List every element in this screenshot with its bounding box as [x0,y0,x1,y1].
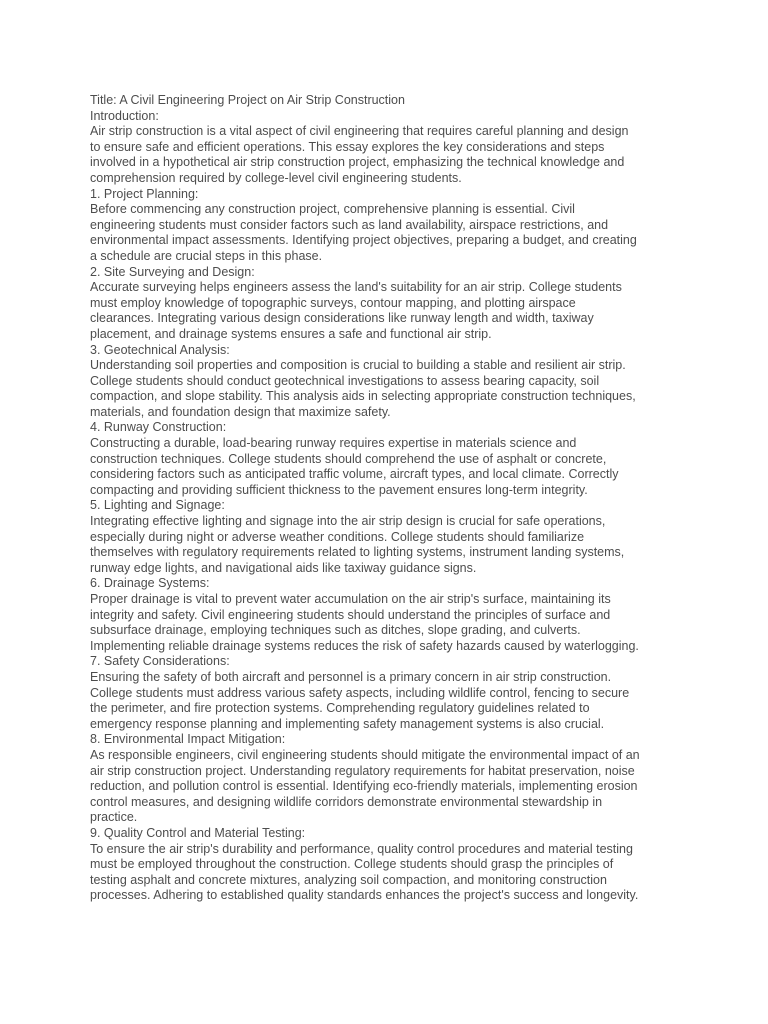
paragraph-line: Accurate surveying helps engineers assess the land's suitability for an air strip. College students [90,280,622,295]
section-heading-drainage-systems: 6. Drainage Systems: [90,576,210,591]
paragraph-line: Implementing reliable drainage systems reduces the risk of safety hazards caused by waterlogging. [90,638,639,653]
paragraph-line: To ensure the air strip's durability and performance, quality control procedures and material testing [90,841,633,856]
document-title: Title: A Civil Engineering Project on Air Strip Construction [90,93,405,107]
paragraph-line: materials, and foundation design that maximize safety. [90,404,391,419]
paragraph-line: a schedule are crucial steps in this phase. [90,248,323,263]
paragraph-line: emergency response planning and implementing safety management systems is also crucial. [90,716,605,731]
paragraph-line: to ensure safe and efficient operations. This essay explores the key considerations and steps [90,139,605,154]
paragraph-line: College students should conduct geotechnical investigations to assess bearing capacity, soil [90,373,600,388]
section-heading-lighting-signage: 5. Lighting and Signage: [90,498,225,513]
paragraph-line: especially during night or adverse weather conditions. College students should familiarize [90,529,585,544]
paragraph-line: control measures, and designing wildlife corridors demonstrate environmental stewardship in [90,794,603,809]
section-heading-geotechnical-analysis: 3. Geotechnical Analysis: [90,342,230,357]
paragraph-line: Understanding soil properties and composition is crucial to building a stable and resilient air strip. [90,358,626,373]
paragraph-line: themselves with regulatory requirements related to lighting systems, instrument landing systems, [90,545,625,560]
paragraph-line: Integrating effective lighting and signage into the air strip design is crucial for safe operations, [90,514,606,529]
section-heading-environmental-impact: 8. Environmental Impact Mitigation: [90,732,286,747]
paragraph-line: Ensuring the safety of both aircraft and personnel is a primary concern in air strip construction. [90,669,612,684]
section-heading-safety-considerations: 7. Safety Considerations: [90,654,230,669]
section-heading-project-planning: 1. Project Planning: [90,186,199,201]
paragraph-line: environmental impact assessments. Identifying project objectives, preparing a budget, and creating [90,233,637,248]
paragraph-line: runway edge lights, and navigational aids like taxiway guidance signs. [90,560,477,575]
paragraph-line: clearances. Integrating various design considerations like runway length and width, taxiway [90,311,594,326]
paragraph-line: construction techniques. College students should comprehend the use of asphalt or concrete, [90,451,607,466]
paragraph-line: compaction, and slope stability. This analysis aids in selecting appropriate construction techniques, [90,389,636,404]
paragraph-line: must employ knowledge of topographic surveys, contour mapping, and plotting airspace [90,295,576,310]
paragraph-line: compacting and providing sufficient thickness to the pavement ensures long-term integrity. [90,482,588,497]
paragraph-line: air strip construction project. Understanding regulatory requirements for habitat preservation, noise [90,763,635,778]
section-heading-quality-control: 9. Quality Control and Material Testing: [90,825,306,840]
paragraph-line: must be employed throughout the construction. College students should grasp the principles of [90,857,614,872]
paragraph-line: processes. Adhering to established quality standards enhances the project's success and longevity. [90,888,639,903]
paragraph-line: testing asphalt and concrete mixtures, analyzing soil compaction, and monitoring construction [90,872,607,887]
section-heading-introduction: Introduction: [90,108,159,123]
paragraph-line: the perimeter, and fire protection systems. Comprehending regulatory guidelines related to [90,701,590,716]
section-heading-runway-construction: 4. Runway Construction: [90,420,227,435]
paragraph-line: considering factors such as anticipated traffic volume, aircraft types, and local climate. Correctly [90,467,619,482]
paragraph-line: Before commencing any construction project, comprehensive planning is essential. Civil [90,202,575,217]
paragraph-line: subsurface drainage, employing techniques such as ditches, slope grading, and culverts. [90,623,581,638]
paragraph-line: Constructing a durable, load-bearing runway requires expertise in materials science and [90,436,577,451]
document-body [90,93,690,904]
paragraph-line: comprehension required by college-level civil engineering students. [90,170,462,185]
section-heading-site-surveying: 2. Site Surveying and Design: [90,264,255,279]
paragraph-line: Proper drainage is vital to prevent water accumulation on the air strip's surface, maintaining its [90,592,611,606]
paragraph-line: engineering students must consider factors such as land availability, airspace restrictions, and [90,217,609,232]
paragraph-line: Air strip construction is a vital aspect of civil engineering that requires careful planning and design [90,124,629,139]
paragraph-line: College students must address various safety aspects, including wildlife control, fencing to secure [90,685,630,700]
paragraph-line: As responsible engineers, civil engineering students should mitigate the environmental impact of an [90,747,640,762]
paragraph-line: placement, and drainage systems ensures a safe and functional air strip. [90,326,492,341]
paragraph-line: integrity and safety. Civil engineering students should understand the principles of surface and [90,607,611,622]
paragraph-line: reduction, and pollution control is essential. Identifying eco-friendly materials, implementing erosion [90,779,638,794]
paragraph-line: practice. [90,810,138,825]
paragraph-line: involved in a hypothetical air strip construction project, emphasizing the technical knowledge and [90,155,625,170]
